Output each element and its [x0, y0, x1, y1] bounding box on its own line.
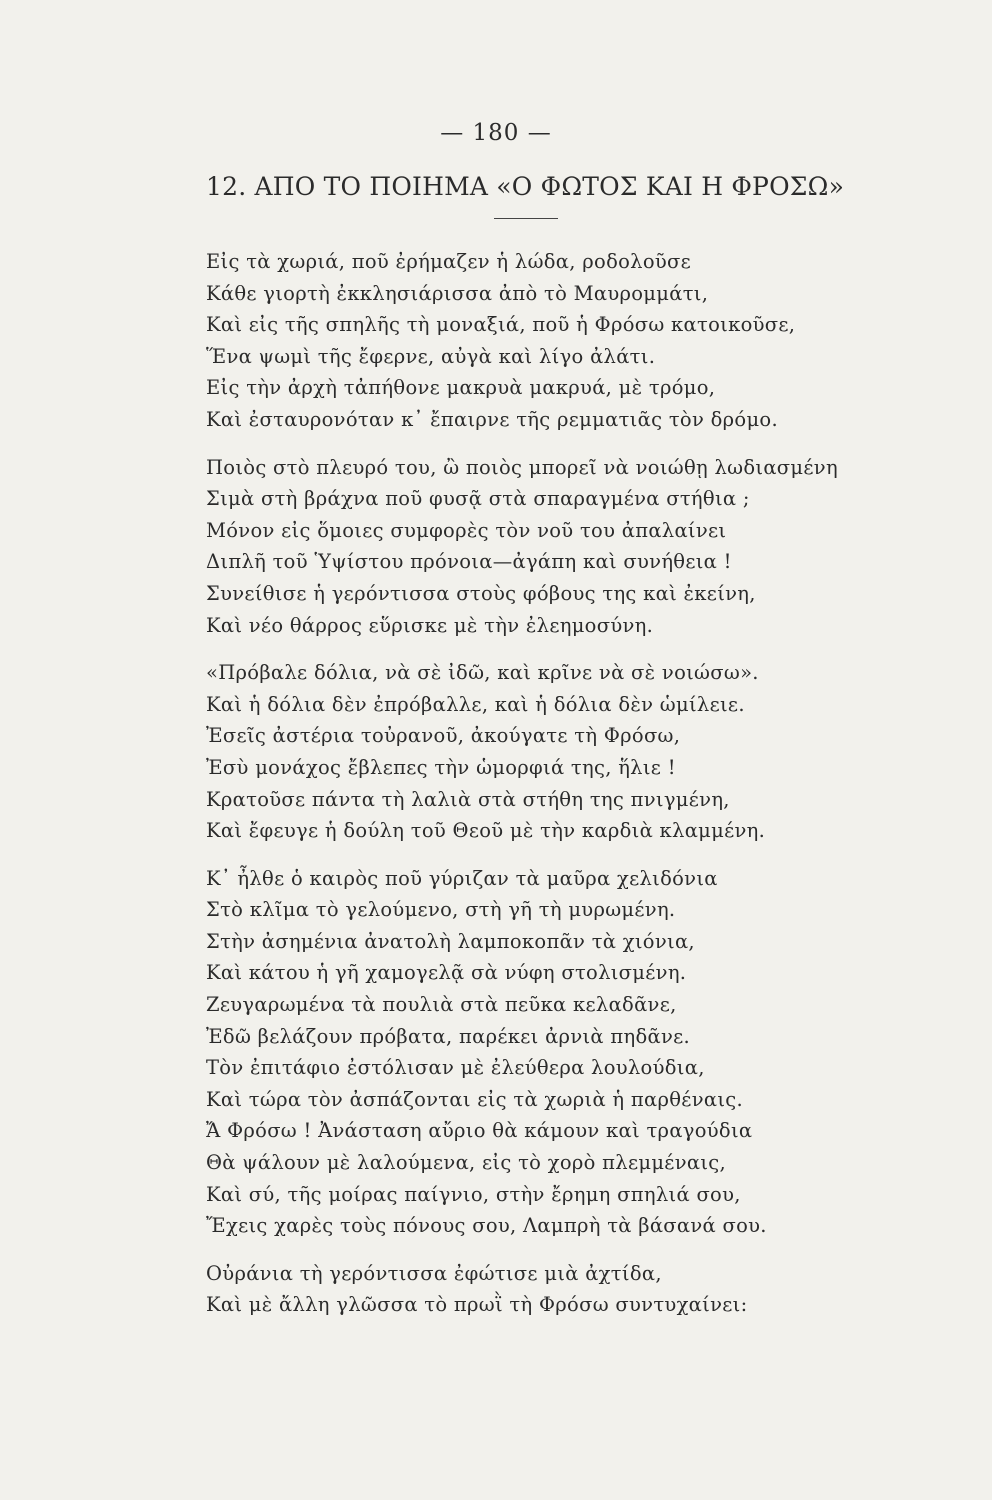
stanza-1	[206, 246, 856, 436]
poem-line: Εἰς τὴν ἀρχὴ τἀπήθονε μακρυὰ μακρυά, μὲ τρόμο,	[206, 376, 716, 400]
poem-line: Καὶ νέο θάρρος εὕρισκε μὲ τὴν ἐλεημοσύνη.	[206, 613, 654, 637]
heading-divider	[494, 218, 558, 219]
poem-line: Ἕνα ψωμὶ τῆς ἔφερνε, αὐγὰ καὶ λίγο ἀλάτι.	[206, 344, 656, 368]
poem-body	[206, 238, 856, 1337]
poem-line: Ἐσεῖς ἀστέρια τοὐρανοῦ, ἀκούγατε τὴ Φρόσω,	[206, 724, 681, 748]
poem-line: Τὸν ἐπιτάφιο ἐστόλισαν μὲ ἐλεύθερα λουλούδια,	[206, 1056, 705, 1080]
poem-line: Στὸ κλῖμα τὸ γελούμενο, στὴ γῆ τὴ μυρωμένη.	[206, 898, 676, 922]
stanza-5	[206, 1258, 856, 1321]
poem-line: Μόνον εἰς ὅμοιες συμφορὲς τὸν νοῦ του ἀπαλαίνει	[206, 518, 727, 542]
poem-line: Θὰ ψάλουν μὲ λαλούμενα, εἰς τὸ χορὸ πλεμμέναις,	[206, 1151, 726, 1175]
poem-line: Καὶ ἐσταυρονόταν κ᾽ ἔπαιρνε τῆς ρεμματιᾶς τὸν δρόμο.	[206, 407, 778, 431]
poem-line: Κρατοῦσε πάντα τὴ λαλιὰ στὰ στήθη της πνιγμένη,	[206, 787, 730, 811]
poem-line: Ἄ Φρόσω ! Ἀνάσταση αὔριο θὰ κάμουν καὶ τραγούδια	[206, 1119, 753, 1143]
stanza-2	[206, 452, 856, 642]
poem-line: Καὶ ἡ δόλια δὲν ἐπρόβαλλε, καὶ ἡ δόλια δὲν ὡμίλειε.	[206, 692, 745, 716]
poem-line: Οὐράνια τὴ γερόντισσα ἐφώτισε μιὰ ἀχτίδα,	[206, 1261, 662, 1285]
poem-line: Διπλῆ τοῦ Ὑψίστου πρόνοια—ἀγάπη καὶ συνήθεια !	[206, 550, 732, 574]
poem-line: Ἐσὺ μονάχος ἔβλεπες τὴν ὡμορφιά της, ἥλιε !	[206, 755, 676, 779]
poem-line: Εἰς τὰ χωριά, ποῦ ἐρήμαζεν ἡ λώδα, ροδολοῦσε	[206, 250, 692, 273]
poem-line: Στὴν ἀσημένια ἀνατολὴ λαμποκοπᾶν τὰ χιόνια,	[206, 929, 695, 953]
poem-line: Κάθε γιορτὴ ἐκκλησιάρισσα ἀπὸ τὸ Μαυρομμάτι,	[206, 281, 709, 305]
poem-line: Καὶ εἰς τῆς σπηλῆς τὴ μοναξιά, ποῦ ἡ Φρόσω κατοικοῦσε,	[206, 313, 796, 337]
poem-line: Καὶ τώρα τὸν ἀσπάζονται εἰς τὰ χωριὰ ἡ παρθέναις.	[206, 1087, 743, 1111]
stanza-3	[206, 657, 856, 847]
poem-line: Καὶ μὲ ἄλλη γλῶσσα τὸ πρωῒ τὴ Φρόσω συντυχαίνει:	[206, 1293, 748, 1317]
poem-line: Ἔχεις χαρὲς τοὺς πόνους σου, Λαμπρὴ τὰ βάσανά σου.	[206, 1214, 767, 1238]
poem-line: Ζευγαρωμένα τὰ πουλιὰ στὰ πεῦκα κελαδᾶνε,	[206, 993, 677, 1017]
poem-line: «Πρόβαλε δόλια, νὰ σὲ ἰδῶ, καὶ κρῖνε νὰ σὲ νοιώσω».	[206, 661, 759, 685]
stanza-4	[206, 863, 856, 1242]
poem-line: Καὶ κάτου ἡ γῆ χαμογελᾷ σὰ νύφη στολισμένη.	[206, 961, 687, 985]
poem-line: Συνείθισε ἡ γερόντισσα στοὺς φόβους της καὶ ἐκείνη,	[206, 581, 756, 605]
poem-line: Ἐδῶ βελάζουν πρόβατα, παρέκει ἀρνιὰ πηδᾶνε.	[206, 1024, 691, 1048]
poem-line: Ποιὸς στὸ πλευρό του, ὢ ποιὸς μπορεῖ νὰ νοιώθῃ λωδιασμένη	[206, 455, 838, 479]
poem-line: Καὶ σύ, τῆς μοίρας παίγνιο, στὴν ἔρημη σπηλιά σου,	[206, 1182, 741, 1206]
poem-line: Καὶ ἔφευγε ἡ δούλη τοῦ Θεοῦ μὲ τὴν καρδιὰ κλαμμένη.	[206, 819, 766, 843]
poem-heading: 12. ΑΠΟ ΤΟ ΠΟΙΗΜΑ «Ο ΦΩΤΟΣ ΚΑΙ Η ΦΡΟΣΩ»	[206, 172, 845, 201]
poem-line: Σιμὰ στὴ βράχνα ποῦ φυσᾷ στὰ σπαραγμένα στήθια ;	[206, 487, 750, 511]
page-number: — 180 —	[440, 120, 552, 146]
poem-line: Κ᾽ ἦλθε ὁ καιρὸς ποῦ γύριζαν τὰ μαῦρα χελιδόνια	[206, 866, 718, 890]
